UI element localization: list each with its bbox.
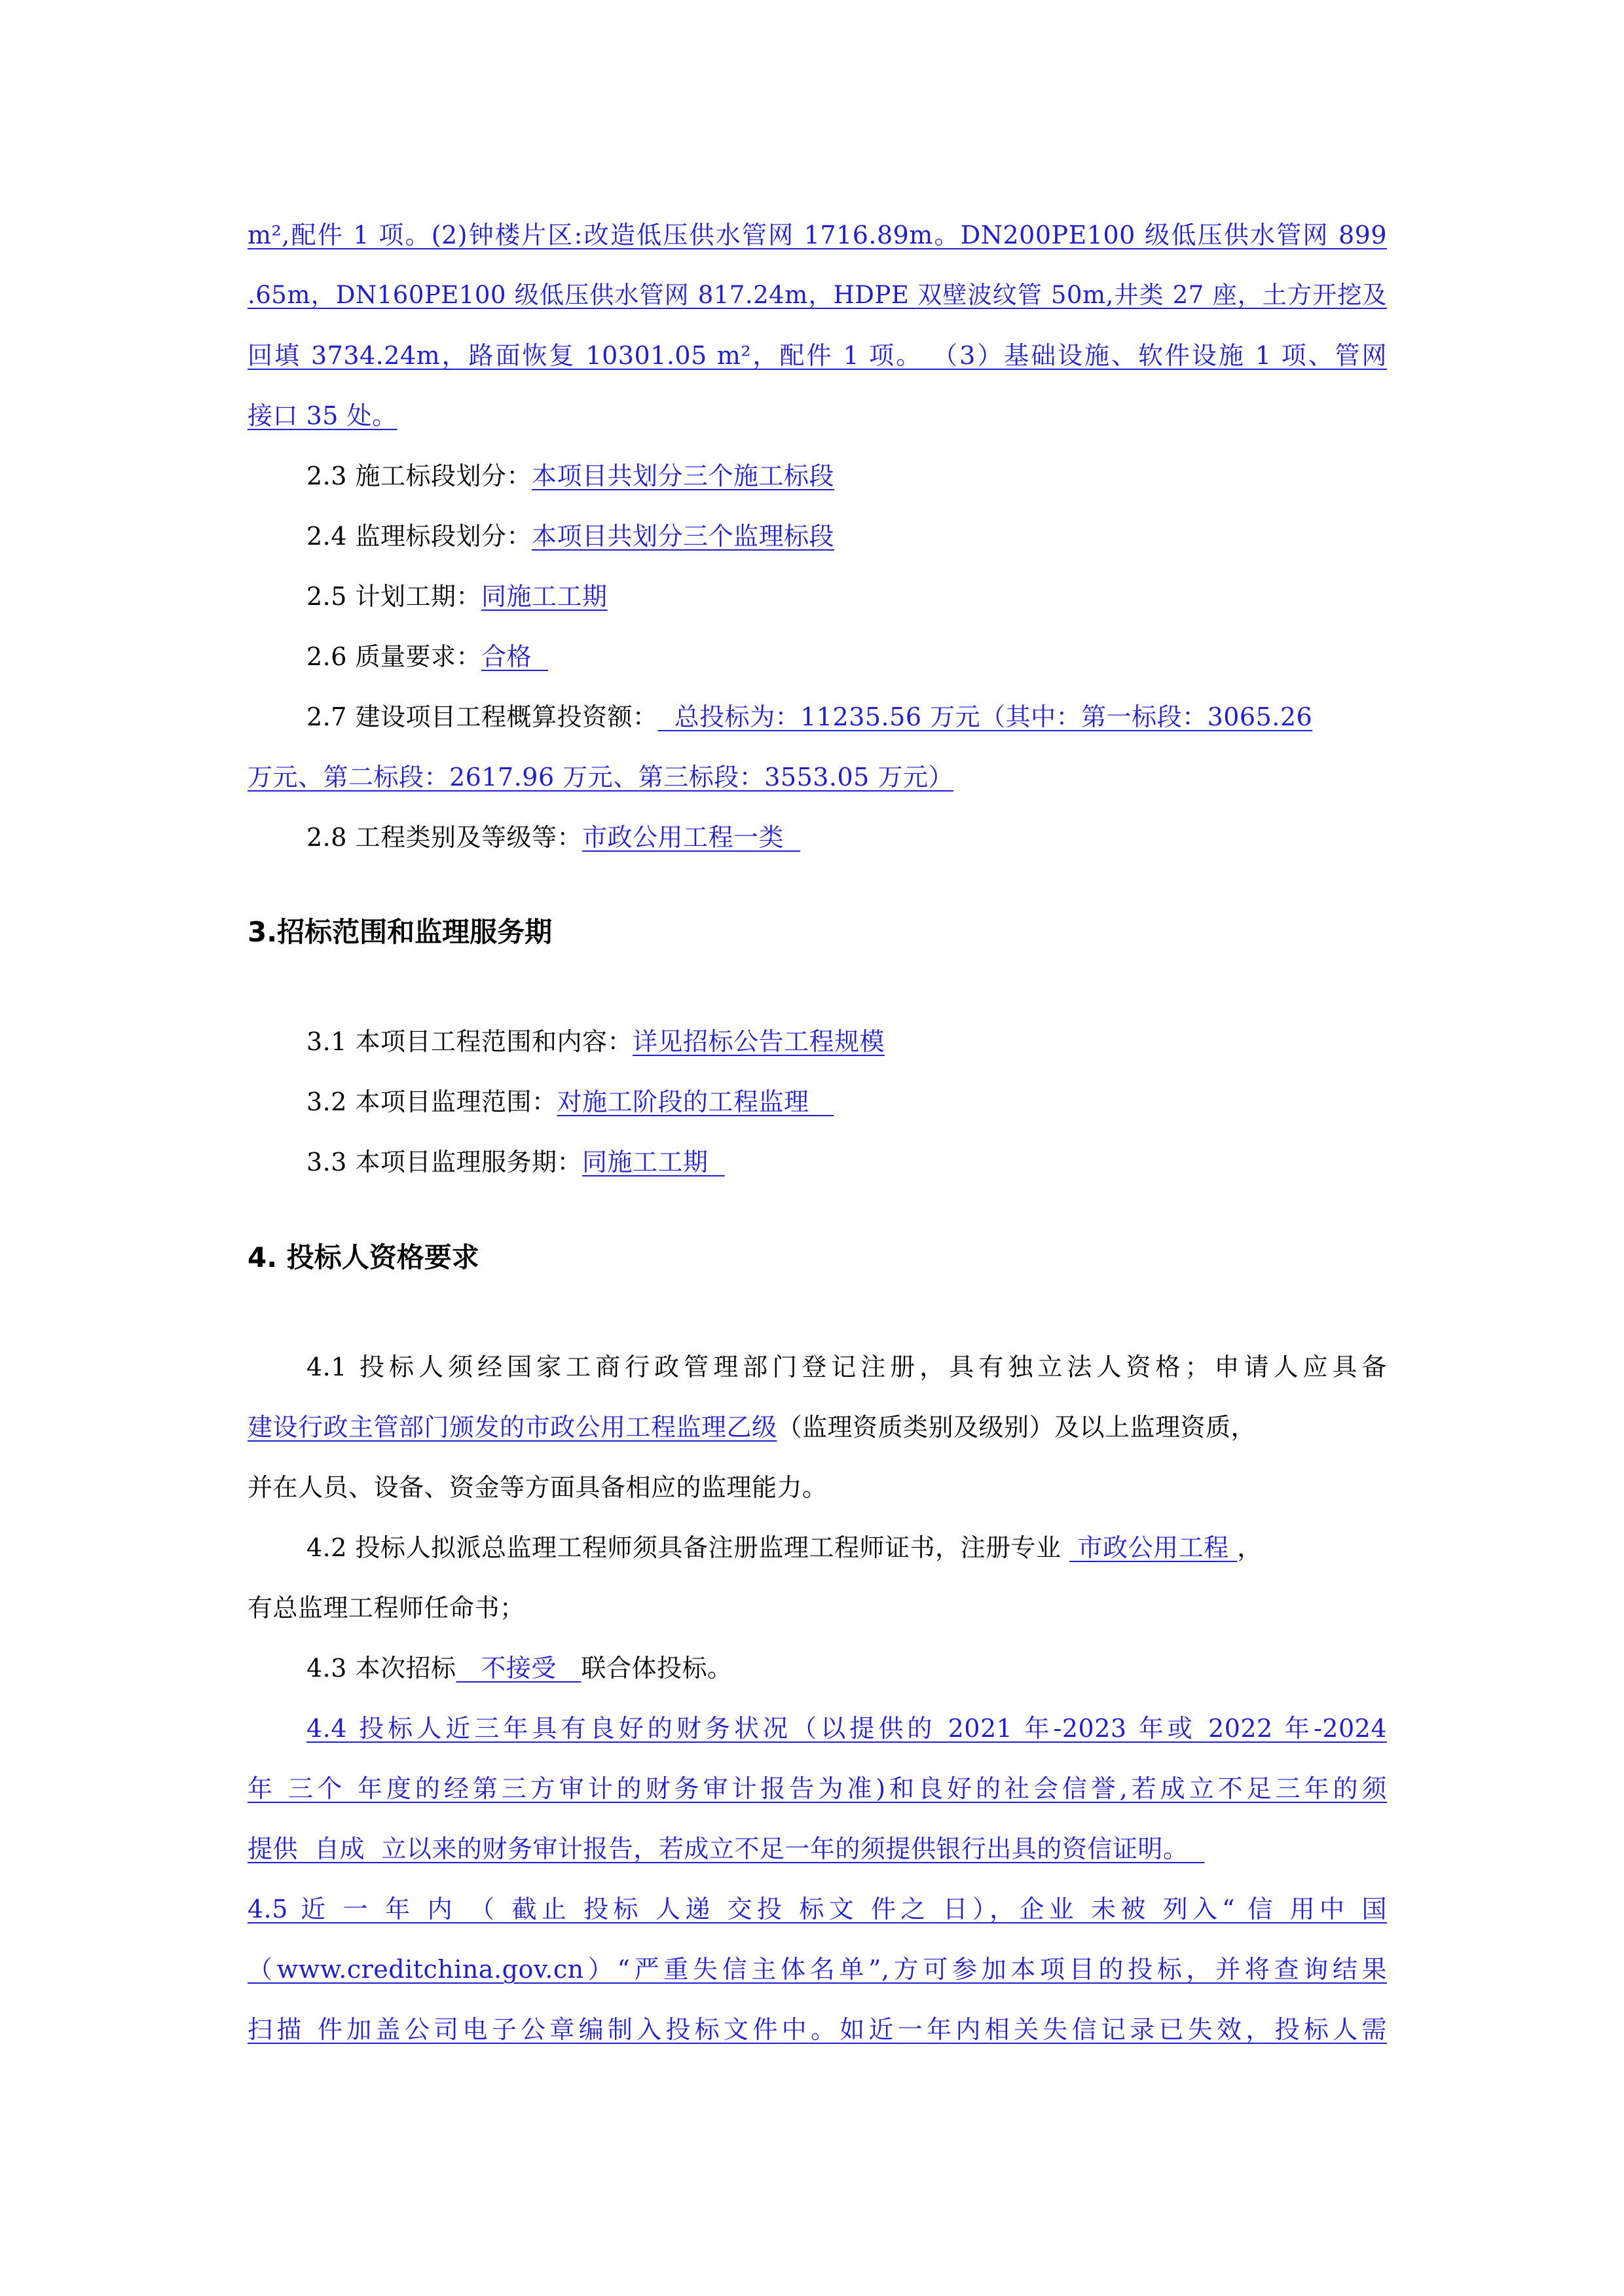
item-2-4 — [306, 519, 1387, 553]
item-4-2-line-2: 有总监理工程师任命书； — [248, 1594, 525, 1622]
item-4-4-line-3-text[interactable]: 提供 自成 立以来的财务审计报告，若成立不足一年的须提供银行出具的资信证明。 — [248, 1834, 1205, 1863]
scope-line-2[interactable]: .65m，DN160PE100 级低压供水管网 817.24m，HDPE 双壁波纹管 50m,井类 27 座，土方开挖及 — [248, 281, 1387, 309]
scope-line-4-text[interactable]: 接口 35 处。 — [248, 401, 397, 430]
item-2-5 — [306, 579, 1387, 613]
item-4-1-qualification-link[interactable]: 建设行政主管部门颁发的市政公用工程监理乙级 — [248, 1413, 777, 1442]
scope-line-3[interactable]: 回填 3734.24m，路面恢复 10301.05 m²，配件 1 项。 （3）基础设施、软件设施 1 项、管网 — [248, 341, 1387, 370]
item-4-5-line-1[interactable]: 4.5 近 一 年 内 （ 截止 投标 人递 交投 标文 件之 日），企业 未被 列入“ 信 用中 国 — [248, 1895, 1387, 1923]
item-4-5-line-3[interactable]: 扫描 件加盖公司电子公章编制入投标文件中。如近一年内相关失信记录已失效，投标人需 — [248, 2015, 1387, 2044]
item-3-2-label: 3.2 本项目监理范围： — [306, 1087, 557, 1116]
item-2-8-value[interactable]: 市政公用工程一类 — [582, 823, 801, 852]
item-2-3-value[interactable]: 本项目共划分三个施工标段 — [532, 462, 835, 490]
section-4-heading: 4. 投标人资格要求 — [248, 1241, 479, 1273]
item-2-7-label: 2.7 建设项目工程概算投资额： — [306, 702, 658, 731]
item-4-1-line-1: 4.1 投标人须经国家工商行政管理部门登记注册，具有独立法人资格；申请人应具备 — [306, 1353, 1387, 1381]
item-2-5-label: 2.5 计划工期： — [306, 582, 482, 611]
section-3-heading: 3.招标范围和监理服务期 — [248, 916, 553, 948]
item-3-1 — [306, 1025, 1387, 1059]
item-4-2-pre: 4.2 投标人拟派总监理工程师须具备注册监理工程师证书，注册专业 — [306, 1533, 1070, 1562]
item-2-4-value[interactable]: 本项目共划分三个监理标段 — [532, 522, 835, 551]
item-2-6-value[interactable]: 合格 — [481, 642, 549, 671]
item-3-3-label: 3.3 本项目监理服务期： — [306, 1148, 583, 1176]
item-2-7-value-1[interactable]: 总投标为：11235.56 万元（其中：第一标段：3065.26 — [657, 702, 1313, 731]
item-4-4-line-2[interactable]: 年 三个 年度的经第三方审计的财务审计报告为准)和良好的社会信誉,若成立不足三年的须 — [248, 1774, 1387, 1803]
item-4-4-line-1[interactable]: 4.4 投标人近三年具有良好的财务状况（以提供的 2021 年-2023 年或 2022 年-2024 — [306, 1714, 1387, 1743]
item-2-8-label: 2.8 工程类别及等级等： — [306, 823, 583, 852]
scope-line-4 — [248, 399, 1387, 433]
item-2-7-value-2[interactable]: 万元、第二标段：2617.96 万元、第三标段：3553.05 万元） — [248, 763, 953, 792]
item-4-3 — [306, 1651, 1387, 1685]
item-4-3-post: 联合体投标。 — [581, 1654, 733, 1683]
item-2-6 — [306, 640, 1387, 674]
item-2-5-value[interactable]: 同施工工期 — [481, 582, 608, 611]
scope-line-1[interactable]: m²,配件 1 项。(2)钟楼片区:改造低压供水管网 1716.89m。DN200PE100 级低压供水管网 899 — [248, 221, 1387, 249]
item-3-1-value[interactable]: 详见招标公告工程规模 — [633, 1027, 885, 1056]
item-4-5-line-2[interactable]: （www.creditchina.gov.cn）“严重失信主体名单”,方可参加本项目的投标，并将查询结果 — [248, 1955, 1387, 1984]
item-4-2-post: ， — [1237, 1533, 1263, 1562]
item-4-1-line-2 — [248, 1410, 1387, 1444]
item-2-7 — [306, 700, 1387, 734]
item-4-4-line-3 — [248, 1832, 1387, 1866]
item-2-8 — [306, 820, 1387, 854]
item-3-3 — [306, 1145, 1387, 1179]
item-4-1-qualification-rest: （监理资质类别及级别）及以上监理资质， — [777, 1413, 1257, 1442]
item-2-7-cont — [248, 760, 1387, 794]
item-3-3-value[interactable]: 同施工工期 — [582, 1148, 725, 1176]
item-4-2-major-link[interactable]: 市政公用工程 — [1069, 1533, 1238, 1562]
item-4-3-pre: 4.3 本次招标 — [306, 1654, 456, 1683]
item-4-1-line-3: 并在人员、设备、资金等方面具备相应的监理能力。 — [248, 1473, 828, 1502]
item-4-2-line-1 — [306, 1531, 1387, 1565]
item-3-2-value[interactable]: 对施工阶段的工程监理 — [557, 1087, 834, 1116]
item-2-3-label: 2.3 施工标段划分： — [306, 462, 532, 490]
item-2-3 — [306, 459, 1387, 493]
item-3-1-label: 3.1 本项目工程范围和内容： — [306, 1027, 633, 1056]
item-2-6-label: 2.6 质量要求： — [306, 642, 482, 671]
item-4-3-consortium-link[interactable]: 不接受 — [456, 1654, 581, 1683]
item-2-4-label: 2.4 监理标段划分： — [306, 522, 532, 551]
item-3-2 — [306, 1085, 1387, 1119]
